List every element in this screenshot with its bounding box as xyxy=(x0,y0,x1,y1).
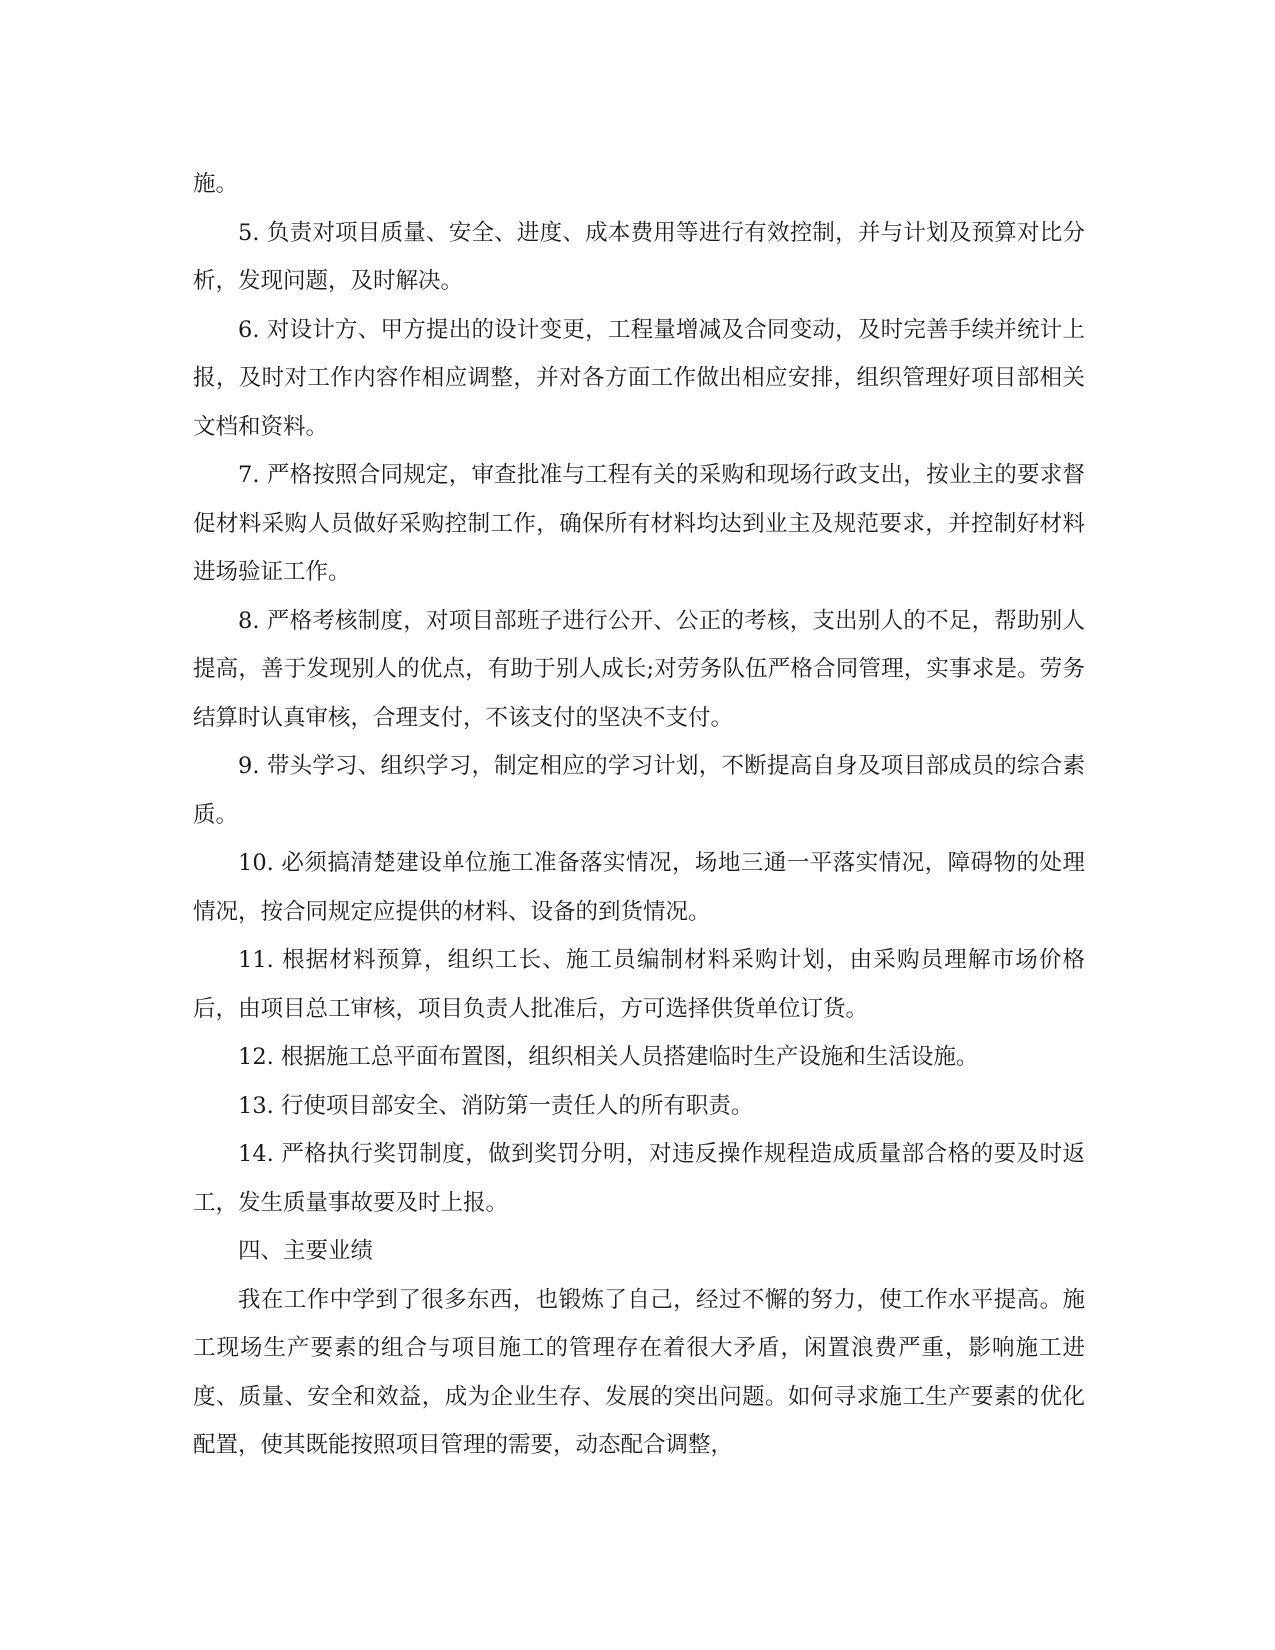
paragraph-continuation: 施。 xyxy=(193,171,239,197)
document-body xyxy=(193,160,1085,1470)
paragraph-item-13: 13. 行使项目部安全、消防第一责任人的所有职责。 xyxy=(238,1092,754,1119)
paragraph-item-8: 8. 严格考核制度，对项目部班子进行公开、公正的考核，支出别人的不足，帮助别人提高，善于发现别人的优点，有助于别人成长;对劳务队伍严格合同管理，实事求是。劳务结算时认真审核，合理支付，不该支付的坚决不支付。 xyxy=(193,607,1085,731)
paragraph-item-9: 9. 带头学习、组织学习，制定相应的学习计划，不断提高自身及项目部成员的综合素质。 xyxy=(193,753,1085,828)
paragraph-item-12: 12. 根据施工总平面布置图，组织相关人员搭建临时生产设施和生活设施。 xyxy=(238,1044,979,1070)
paragraph-item-6: 6. 对设计方、甲方提出的设计变更，工程量增减及合同变动，及时完善手续并统计上报，及时对工作内容作相应调整，并对各方面工作做出相应安排，组织管理好项目部相关文档和资料。 xyxy=(193,316,1085,440)
paragraph-item-11: 11. 根据材料预算，组织工长、施工员编制材料采购计划，由采购员理解市场价格后，由项目总工审核，项目负责人批准后，方可选择供货单位订货。 xyxy=(193,947,1085,1022)
section-heading-achievements: 四、主要业绩 xyxy=(238,1238,374,1264)
paragraph-item-14: 14. 严格执行奖罚制度，做到奖罚分明，对违反操作规程造成质量部合格的要及时返工，发生质量事故要及时上报。 xyxy=(193,1141,1085,1216)
paragraph-item-7: 7. 严格按照合同规定，审查批准与工程有关的采购和现场行政支出，按业主的要求督促材料采购人员做好采购控制工作，确保所有材料均达到业主及规范要求，并控制好材料进场验证工作。 xyxy=(193,462,1085,585)
paragraph-item-10: 10. 必须搞清楚建设单位施工准备落实情况，场地三通一平落实情况，障碍物的处理情况，按合同规定应提供的材料、设备的到货情况。 xyxy=(193,850,1085,925)
paragraph-item-5: 5. 负责对项目质量、安全、进度、成本费用等进行有效控制，并与计划及预算对比分析，发现问题，及时解决。 xyxy=(193,219,1085,294)
paragraph-achievements-body: 我在工作中学到了很多东西，也锻炼了自己，经过不懈的努力，使工作水平提高。施工现场生产要素的组合与项目施工的管理存在着很大矛盾，闲置浪费严重，影响施工进度、质量、安全和效益，成为企业生存、发展的突出问题。如何寻求施工生产要素的优化配置，使其既能按照项目管理的需要，动态配合调整， xyxy=(193,1286,1085,1458)
